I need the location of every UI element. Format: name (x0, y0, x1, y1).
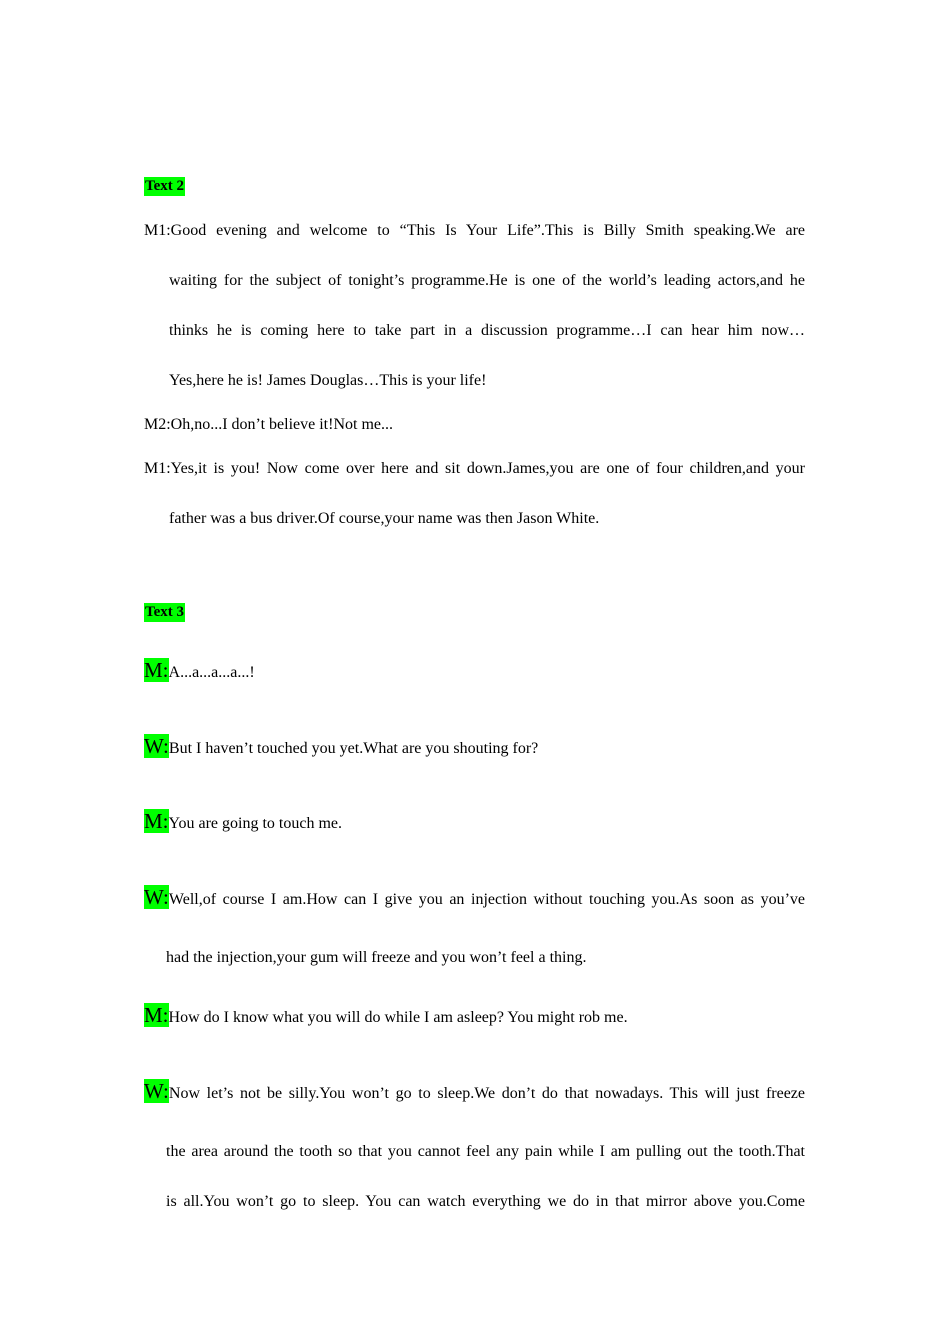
dialogue-text: You are going to touch me. (168, 815, 342, 832)
speaker-label: M1: (144, 222, 171, 239)
dialogue-text: Yes,it is you! Now come over here and sit down.James,you are one of four children,and your (170, 460, 805, 477)
text3-paragraph-4 (144, 886, 805, 910)
text2-paragraph-3 (144, 459, 805, 479)
dialogue-text: How do I know what you will do while I am asleep? You might rob me. (168, 1009, 628, 1026)
text3-paragraph-2 (144, 735, 805, 759)
text3-p4-line-2 (144, 948, 805, 968)
text3-paragraph-6 (144, 1080, 805, 1104)
speaker-label: M1: (144, 460, 171, 477)
text3-p6-line-1 (144, 1080, 805, 1104)
text2-p1-line-2 (144, 271, 805, 291)
speaker-label: M: (144, 658, 169, 682)
speaker-label: W: (144, 734, 169, 758)
text3-p6-line-2 (144, 1142, 805, 1162)
dialogue-text: Now let’s not be silly.You won’t go to sleep.We don’t do that nowadays. This will just freeze (168, 1085, 805, 1102)
text3-paragraph-3 (144, 810, 805, 834)
speaker-label: M: (144, 1003, 169, 1027)
dialogue-text: A...a...a...a...! (168, 664, 255, 681)
text2-p3-line-1 (144, 459, 805, 479)
text2-paragraph-1 (144, 221, 805, 241)
speaker-label: M: (144, 809, 169, 833)
dialogue-text: the area around the tooth so that you cannot feel any pain while I am pulling out the tooth.That (166, 1143, 805, 1160)
dialogue-text: But I haven’t touched you yet.What are you shouting for? (168, 740, 539, 757)
dialogue-text: Good evening and welcome to “This Is Your Life”.This is Billy Smith speaking.We are (170, 222, 805, 239)
dialogue-text: Well,of course I am.How can I give you an injection without touching you.As soon as you’ve (168, 891, 805, 908)
speaker-label: W: (144, 885, 169, 909)
text3-p6-line-3 (144, 1192, 805, 1212)
text2-p3-line-2 (144, 509, 805, 529)
text3-paragraph-5 (144, 1004, 805, 1028)
text2-p1-line-1 (144, 221, 805, 241)
dialogue-text: is all.You won’t go to sleep. You can watch everything we do in that mirror above you.Come (166, 1193, 805, 1210)
text2-paragraph-2 (144, 415, 805, 435)
text2-heading: Text 2 (145, 178, 185, 194)
dialogue-text: had the injection,your gum will freeze and you won’t feel a thing. (166, 949, 587, 966)
dialogue-text: waiting for the subject of tonight’s programme.He is one of the world’s leading actors,and he (169, 272, 805, 289)
text3-heading: Text 3 (145, 604, 185, 620)
text3-paragraph-1 (144, 659, 805, 683)
dialogue-text: father was a bus driver.Of course,your name was then Jason White. (169, 510, 600, 527)
text2-p1-line-4 (144, 371, 805, 391)
speaker-label: M2: (144, 416, 171, 433)
text3-p4-line-1 (144, 886, 805, 910)
dialogue-text: Yes,here he is! James Douglas…This is your life! (169, 372, 487, 389)
text2-p1-line-3 (144, 321, 805, 341)
speaker-label: W: (144, 1079, 169, 1103)
dialogue-text: Oh,no...I don’t believe it!Not me... (170, 416, 393, 433)
dialogue-text: thinks he is coming here to take part in a discussion programme…I can hear him now… (169, 322, 805, 339)
